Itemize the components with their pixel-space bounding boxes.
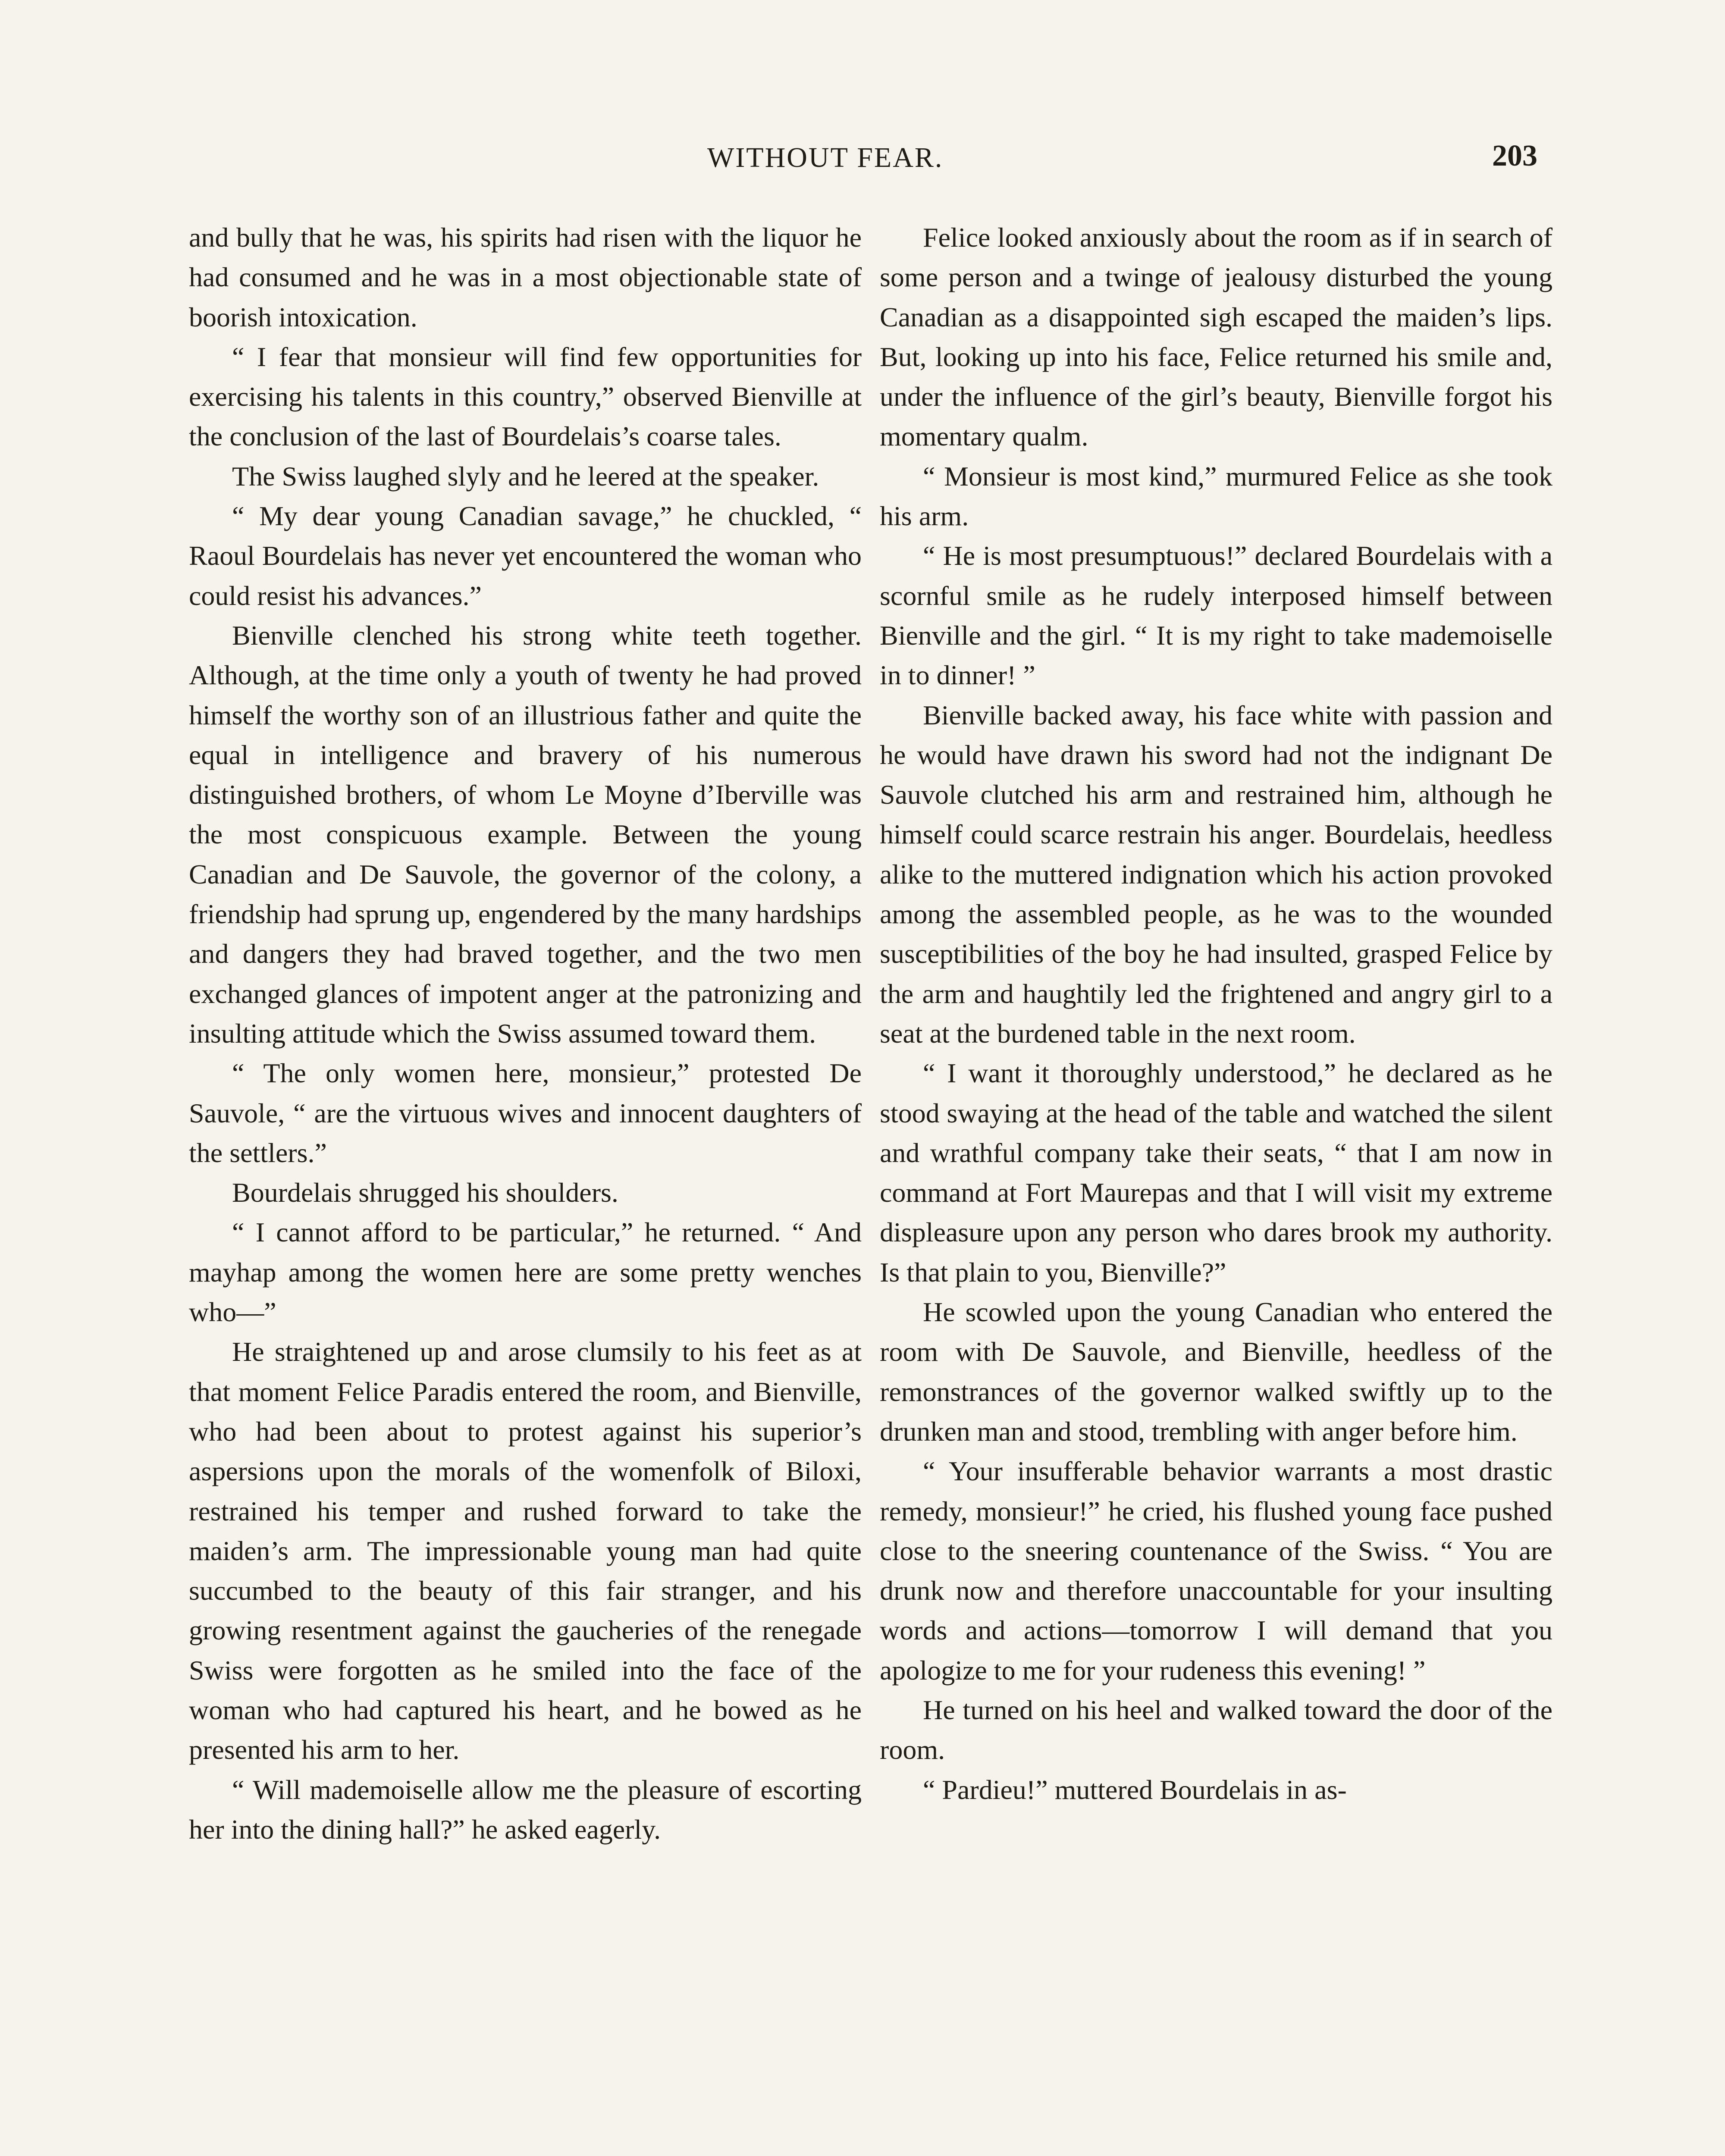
right-column — [880, 218, 1552, 1810]
paragraph: “ Your insufferable behavior warrants a most drastic remedy, monsieur!” he cried, his flushed young face pushed close to the sneering countenance of the Swiss. “ You are drunk now and therefore unaccountable for your insulting words and actions—tomorrow I will demand that you apologize to me for your rudeness this evening! ” — [880, 1456, 1552, 1686]
paragraph: Felice looked anxiously about the room as if in search of some person and a twinge of jealousy disturbed the young Canadian as a disappointed sigh escaped the maiden’s lips. But, looking up into his face, Felice returned his smile and, under the influence of the girl’s beauty, Bienville forgot his momentary qualm. — [880, 222, 1552, 452]
paragraph: Bienville backed away, his face white with passion and he would have drawn his sword had not the indignant De Sauvole clutched his arm and restrained him, although he himself could scarce restrain his anger. Bourdelais, heedless alike to the muttered indignation which his action provoked among the assembled people, as he was to the wounded susceptibilities of the boy he had insulted, grasped Felice by the arm and haughtily led the frightened and angry girl to a seat at the burdened table in the next room. — [880, 699, 1552, 1049]
paragraph: “ I fear that monsieur will find few opportunities for exercising his talents in this country,” observed Bienville at the conclusion of the last of Bourdelais’s coarse tales. — [189, 341, 862, 452]
paragraph: “ Monsieur is most kind,” murmured Felice as she took his arm. — [880, 461, 1552, 532]
paragraph: He straightened up and arose clumsily to his feet as at that moment Felice Paradis entered the room, and Bienville, who had been about to protest against his superior’s aspersions upon the morals of the womenfolk of Biloxi, restrained his temper and rushed forward to take the maiden’s arm. The impressionable young man had quite succumbed to the beauty of this fair stranger, and his growing resentment against the gaucheries of the renegade Swiss were forgotten as he smiled into the face of the woman who had captured his heart, and he bowed as he presented his arm to her. — [189, 1336, 862, 1765]
paragraph: The Swiss laughed slyly and he leered at the speaker. — [232, 461, 819, 492]
paragraph: “ He is most presumptuous!” declared Bourdelais with a scornful smile as he rudely interposed himself between Bienville and the girl. “ It is my right to take mademoiselle in to dinner! ” — [880, 540, 1552, 691]
paragraph: He scowled upon the young Canadian who entered the room with De Sauvole, and Bienville, heedless of the remonstrances of the governor walked swiftly up to the drunken man and stood, trembling with anger before him. — [880, 1297, 1552, 1447]
paragraph: “ The only women here, monsieur,” protested De Sauvole, “ are the virtuous wives and innocent daughters of the settlers.” — [189, 1058, 862, 1168]
paragraph: and bully that he was, his spirits had risen with the liquor he had consumed and he was in a most objectionable state of boorish intoxication. — [189, 222, 862, 332]
paragraph: Bourdelais shrugged his shoulders. — [232, 1177, 618, 1208]
page-header: WITHOUT FEAR. — [707, 142, 944, 173]
page-number: 203 — [1492, 139, 1537, 172]
paragraph: “ My dear young Canadian savage,” he chuckled, “ Raoul Bourdelais has never yet encountered the woman who could resist his advances.” — [189, 501, 862, 611]
paragraph: “ Pardieu!” muttered Bourdelais in as- — [923, 1774, 1347, 1805]
paragraph: “ I want it thoroughly understood,” he declared as he stood swaying at the head of the table and watched the silent and wrathful company take their seats, “ that I am now in command at Fort Maurepas and that I will visit my extreme displeasure upon any person who dares brook my authority. Is that plain to you, Bienville?” — [880, 1058, 1552, 1288]
paragraph: He turned on his heel and walked toward the door of the room. — [880, 1694, 1552, 1765]
paragraph: Bienville clenched his strong white teeth together. Although, at the time only a youth of twenty he had proved himself the worthy son of an illustrious father and quite the equal in intelligence and bravery of his numerous distinguished brothers, of whom Le Moyne d’Iberville was the most conspicuous example. Between the young Canadian and De Sauvole, the governor of the colony, a friendship had sprung up, engendered by the many hardships and dangers they had braved together, and the two men exchanged glances of impotent anger at the patronizing and insulting attitude which the Swiss assumed toward them. — [189, 620, 862, 1049]
left-column — [189, 218, 862, 1849]
paragraph: “ Will mademoiselle allow me the pleasure of escorting her into the dining hall?” he asked eagerly. — [189, 1774, 862, 1845]
paragraph: “ I cannot afford to be particular,” he returned. “ And mayhap among the women here are some pretty wenches who—” — [189, 1217, 862, 1328]
